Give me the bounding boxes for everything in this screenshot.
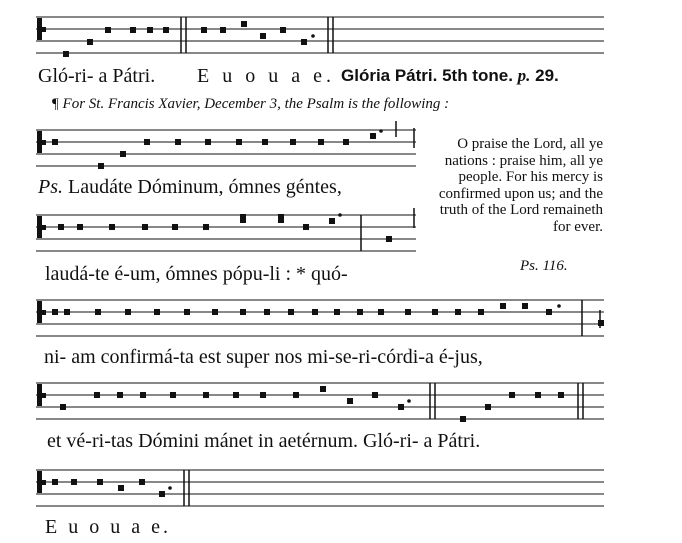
staff-1 xyxy=(36,17,604,53)
psalm-heading xyxy=(52,96,449,113)
staff-4 xyxy=(36,300,604,336)
psalm-reference: Ps. 116. xyxy=(520,258,568,274)
c-clefs xyxy=(37,18,46,493)
lyric-line-2-text: Laudáte Dóminum, ómnes géntes, xyxy=(68,176,342,198)
tone-rubric-text: Glória Pátri. 5th tone. xyxy=(341,66,513,85)
page-label: p. xyxy=(517,66,531,85)
lyric-line-1a: Gló-ri- a Pátri. xyxy=(38,65,156,87)
tone-rubric xyxy=(341,67,559,84)
psalm-prefix: Ps. xyxy=(38,176,63,198)
lyric-line-1b: E u o u a e. xyxy=(197,65,335,87)
lyric-line-6: E u o u a e. xyxy=(45,516,171,538)
staff-3 xyxy=(36,215,416,251)
staff-2 xyxy=(36,130,416,166)
english-translation: O praise the Lord, all ye nations : praise him, all ye people. For his mercy is confirmed upon us; and the truth of the Lord remaineth for ever. xyxy=(438,136,603,235)
psalm-heading-text: For St. Francis Xavier, December 3, the Psalm is the following : xyxy=(62,96,450,112)
lyric-line-3: laudá-te é-um, ómnes pópu-li : * quó- xyxy=(45,263,348,285)
pilcrow-mark: ¶ xyxy=(52,96,59,112)
lyric-line-5: et vé-ri-tas Dómini mánet in aetérnum. Gló-ri- a Pátri. xyxy=(47,430,481,452)
page-number: 29. xyxy=(535,66,559,85)
lyric-line-2 xyxy=(38,177,342,197)
lyric-line-4: ni- am confirmá-ta est super nos mi-se-ri-córdi-a é-jus, xyxy=(44,346,483,368)
